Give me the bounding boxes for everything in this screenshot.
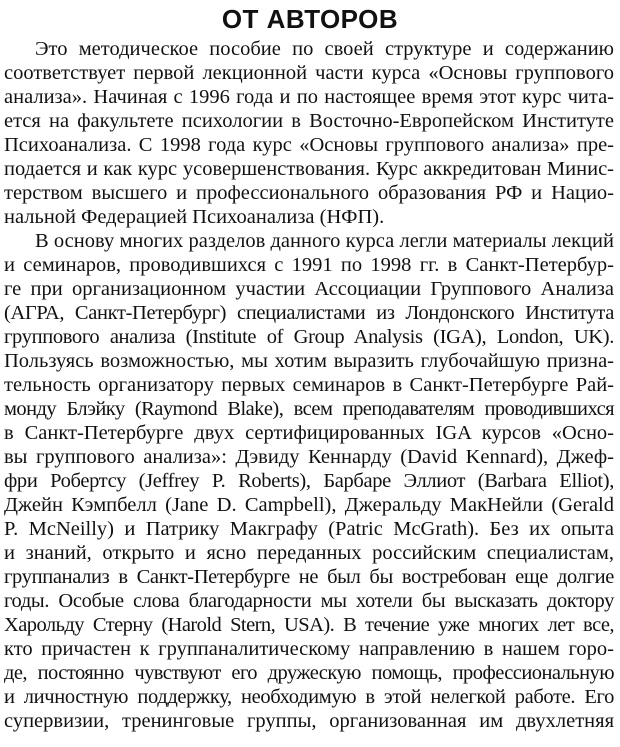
text-line: Джейн Кэмпбелл (Jane D. Campbell), Джеральду МакНейли (Gerald	[4, 494, 614, 516]
text-line: тельность организатору первых семинаров в Санкт-Петербурге Рай-	[4, 374, 614, 396]
text-line: терством высшего и профессионального образования РФ и Нацио-	[4, 182, 614, 204]
text-line: Это методическое пособие по своей структуре и содержанию	[35, 38, 614, 60]
text-line: де, постоянно чувствуют его дружескую помощь, профессиональную	[4, 662, 614, 684]
text-line: анализа». Начиная с 1996 года и по настоящее время этот курс чита-	[4, 86, 614, 108]
text-line: нальной Федерацией Психоанализа (НФП).	[4, 206, 385, 228]
text-line: ге при организационном участии Ассоциации Группового Анализа	[4, 278, 614, 300]
text-line: ется на факультете психологии в Восточно-Европейском Институте	[4, 110, 614, 132]
text-line: и семинаров, проводившихся с 1991 по 1998 гг. в Санкт-Петербур-	[4, 254, 614, 276]
text-line: Психоанализа. С 1998 года курс «Основы группового анализа» пре-	[4, 134, 614, 156]
text-line: монду Блэйку (Raymond Blake), всем преподавателям проводившихся	[4, 398, 614, 420]
page-title: ОТ АВТОРОВ	[221, 4, 399, 34]
text-line: кто причастен к группаналитическому направлению в нашем горо-	[4, 638, 614, 660]
text-line: годы. Особые слова благодарности мы хотели бы высказать доктору	[4, 590, 614, 612]
text-line: подается и как курс усовершенствования. Курс аккредитован Минис-	[4, 158, 614, 180]
text-line: соответствует первой лекционной части курса «Основы группового	[4, 62, 614, 84]
text-line: и личностную поддержку, необходимую в этой нелегкой работе. Его	[4, 686, 614, 708]
text-line: Пользуясь возможностью, мы хотим выразить глубочайшую призна-	[4, 350, 614, 372]
text-line: в Санкт-Петербурге двух сертифицированных IGA курсов «Осно-	[4, 422, 614, 444]
text-line: и знаний, открыто и ясно переданных российским специалистам,	[4, 542, 614, 564]
text-line: фри Робертсу (Jeffrey P. Roberts), Барбаре Эллиот (Barbara Elliot),	[4, 470, 614, 492]
text-line: В основу многих разделов данного курса легли материалы лекций	[35, 230, 614, 252]
text-line: (АГРА, Санкт-Петербург) специалистами из Лондонского Института	[4, 302, 614, 324]
text-line: группового анализа (Institute of Group Analysis (IGA), London, UK).	[4, 326, 614, 348]
text-line: Харольду Стерну (Harold Stern, USA). В течение уже многих лет все,	[4, 614, 614, 636]
text-line: вы группового анализа»: Дэвиду Кеннарду (David Kennard), Джеф-	[4, 446, 614, 468]
text-line: группанализ в Санкт-Петербурге не был бы востребован еще долгие	[4, 566, 614, 588]
text-line: супервизии, тренинговые группы, организованная им двухлетняя	[4, 710, 614, 732]
text-line: P. McNeilly) и Патрику Макграфу (Patric McGrath). Без их опыта	[4, 518, 614, 540]
